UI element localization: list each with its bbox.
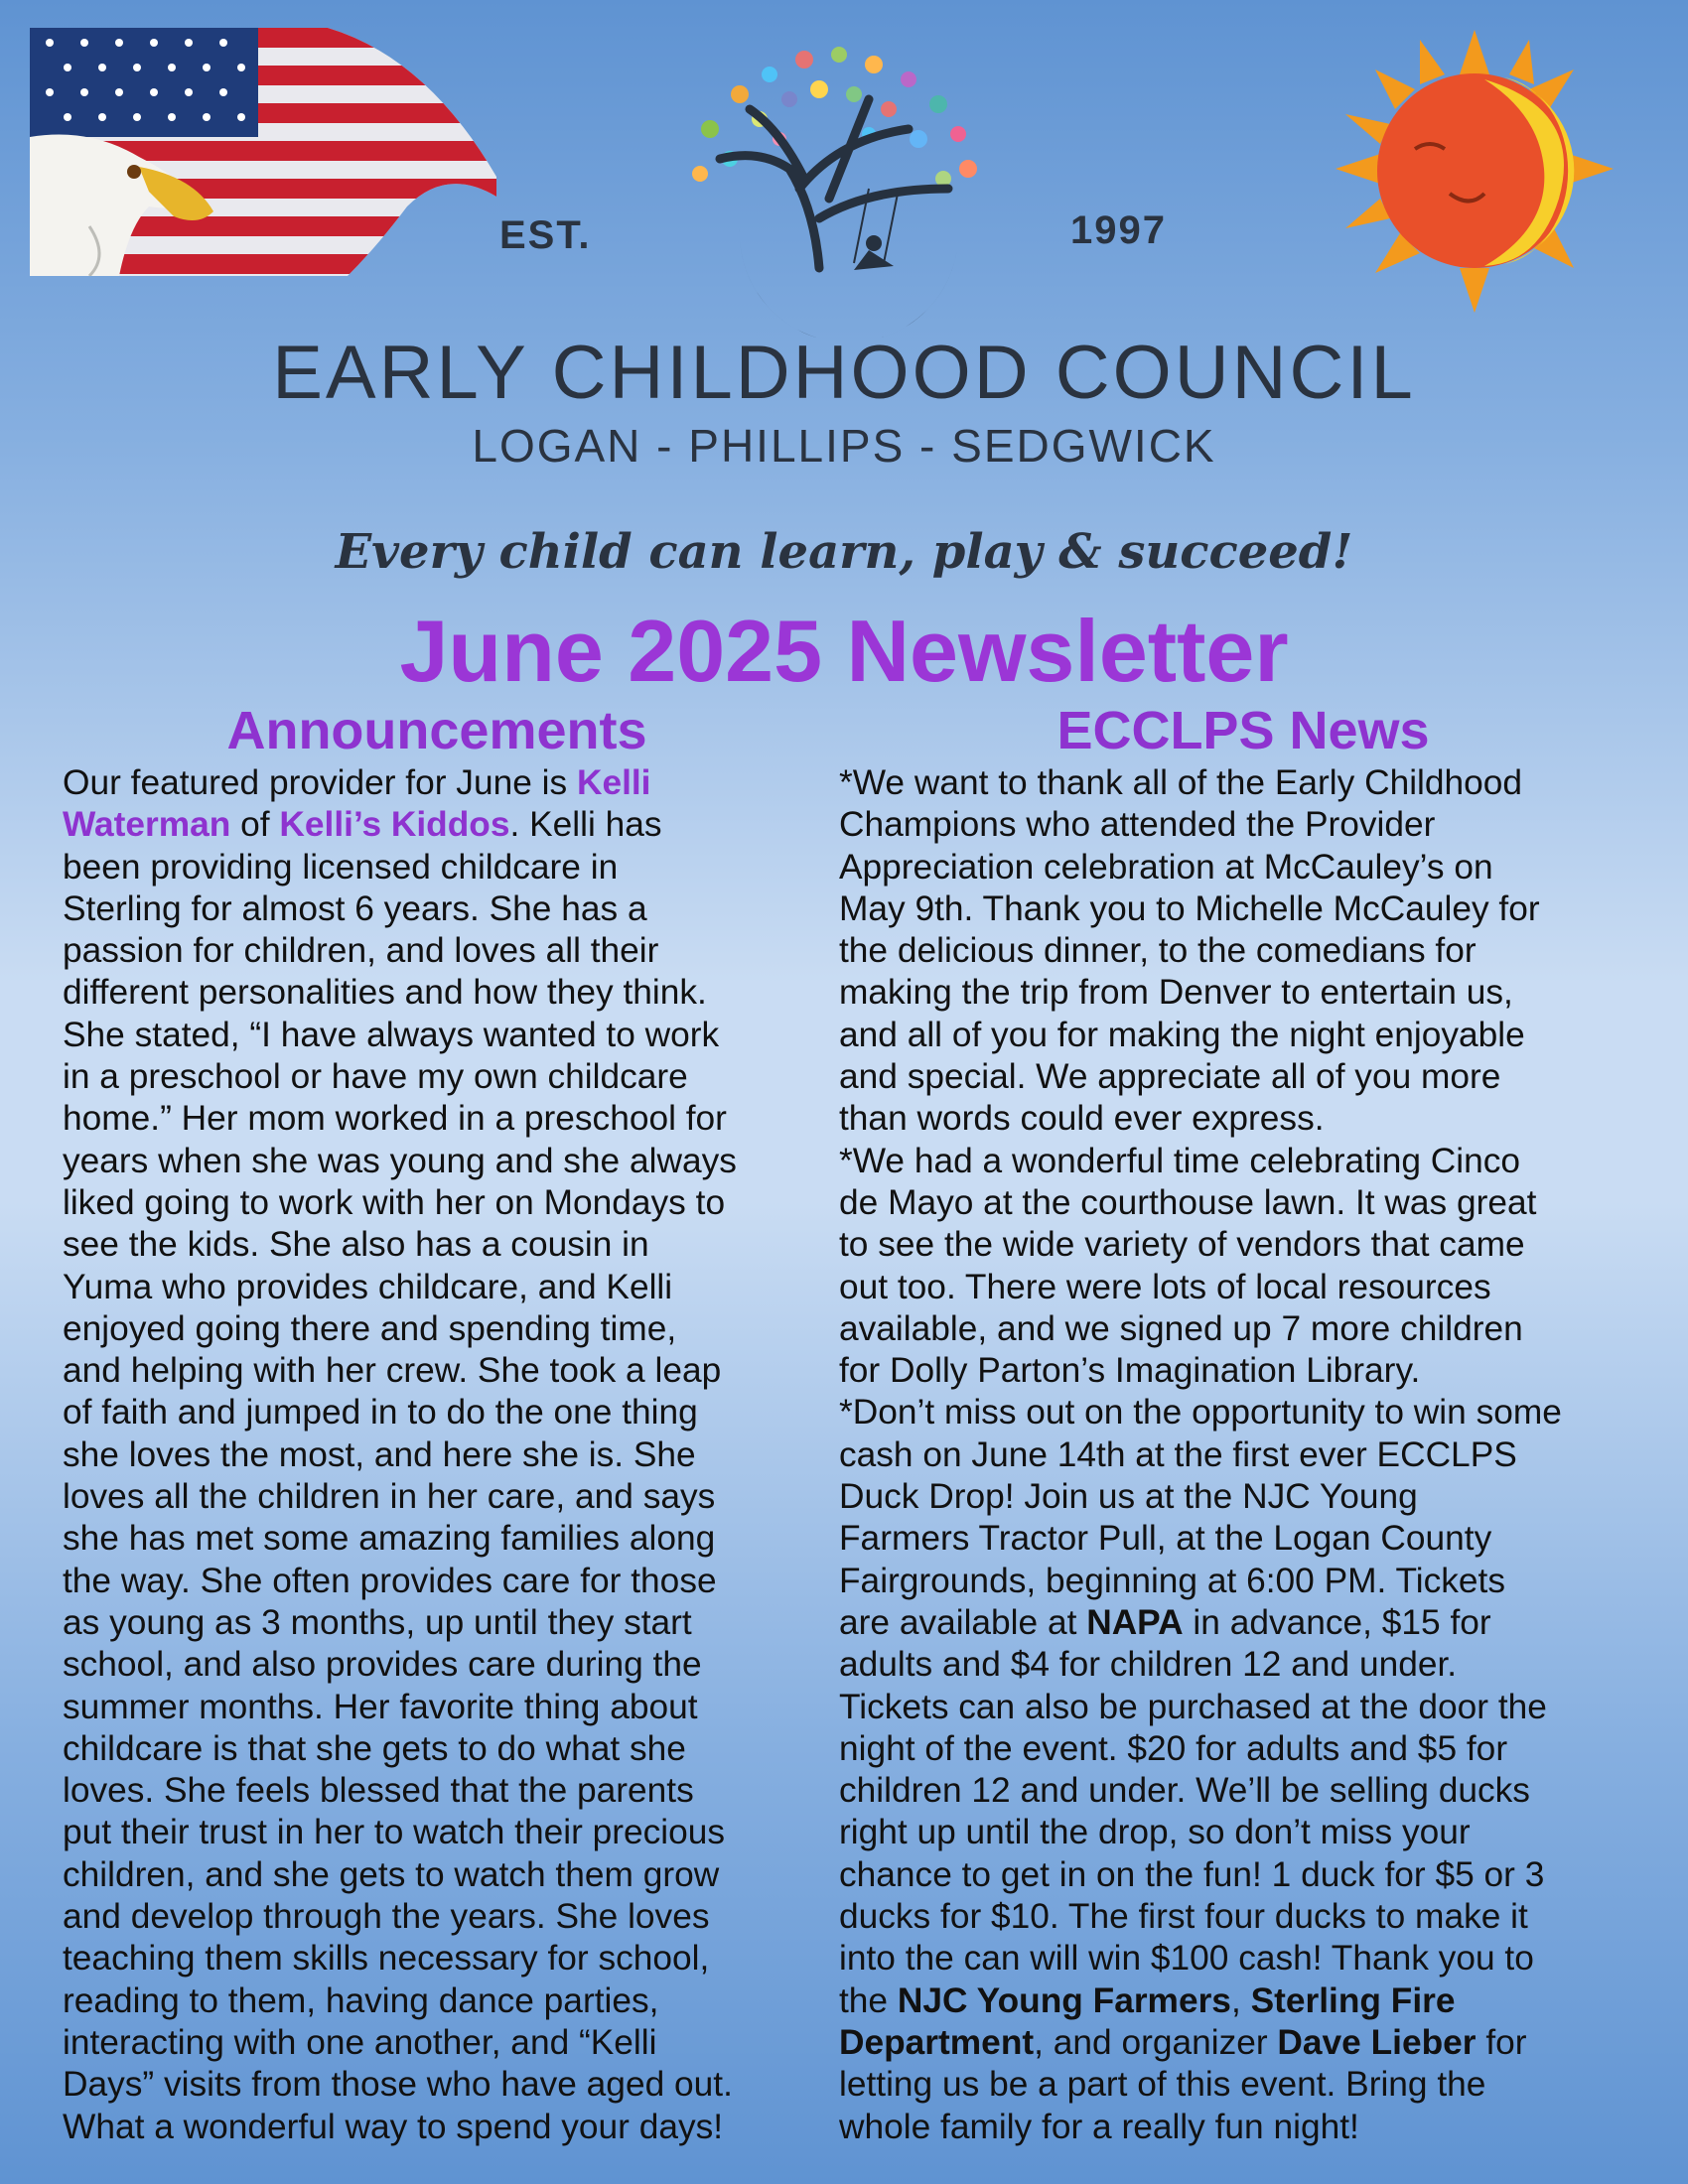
text-line: loves. She feels blessed that the parents [63,1771,694,1811]
text-line: enjoyed going there and spending time, [63,1308,677,1348]
org-subtitle: LOGAN - PHILLIPS - SEDGWICK [472,420,1216,472]
text-line: Yuma who provides childcare, and Kelli [63,1267,673,1306]
text-line: in a preschool or have my own childcare [63,1057,688,1097]
text-line: been providing licensed childcare in [63,847,619,887]
text-line: *We had a wonderful time celebrating Cinco [839,1141,1521,1180]
text-line: Appreciation celebration at McCauley’s on [839,847,1493,887]
text-line: she has met some amazing families along [63,1519,716,1559]
text-line: children, and she gets to watch them grow [63,1854,720,1894]
text-line: passion for children, and loves all their [63,931,659,971]
text-line: making the trip from Denver to entertain us, [839,973,1513,1013]
text-line: Waterman of Kelli’s Kiddos. Kelli has [63,805,662,845]
text-line: interacting with one another, and “Kelli [63,2022,657,2062]
text-line: reading to them, having dance parties, [63,1980,659,2020]
text-line: out too. There were lots of local resources [839,1267,1491,1306]
announcements-body [63,762,827,2148]
org-name: EARLY CHILDHOOD COUNCIL [272,331,1416,415]
organizer-name: Dave Lieber [1277,2022,1477,2062]
text-line: Sterling for almost 6 years. She has a [63,888,647,928]
text-line: loves all the children in her care, and says [63,1477,716,1517]
text-line: see the kids. She also has a cousin in [63,1225,649,1265]
text-line: school, and also provides care during the [63,1645,702,1685]
sponsor-fire-dept: Sterling Fire [1250,1980,1456,2020]
text-line: to see the wide variety of vendors that came [839,1225,1525,1265]
text-line: years when she was young and she always [63,1141,737,1180]
business-name: Kelli’s Kiddos [279,805,510,845]
text-line: night of the event. $20 for adults and $5 for [839,1728,1508,1768]
text-line: and all of you for making the night enjoyable [839,1015,1525,1054]
text-line: the way. She often provides care for those [63,1561,717,1600]
text-line: put their trust in her to watch their precious [63,1813,726,1852]
american-flag-eagle-icon [30,28,496,276]
text-line: summer months. Her favorite thing about [63,1687,698,1726]
text-line: *We want to thank all of the Early Childhood [839,763,1523,802]
text-line: different personalities and how they think. [63,973,707,1013]
text-line: are available at NAPA in advance, $15 for [839,1602,1491,1642]
text-line: chance to get in on the fun! 1 duck for $5 or 3 [839,1854,1545,1894]
sponsor-njc: NJC Young Farmers [897,1980,1231,2020]
text-line: liked going to work with her on Mondays to [63,1182,726,1222]
tagline: Every child can learn, play & succeed! [335,524,1353,580]
text-line: de Mayo at the courthouse lawn. It was great [839,1182,1537,1222]
provider-name-link: Kelli [576,763,651,802]
text-line: and helping with her crew. She took a leap [63,1351,722,1391]
text-line: May 9th. Thank you to Michelle McCauley for [839,888,1540,928]
text-line: she loves the most, and here she is. She [63,1434,696,1474]
text-line: right up until the drop, so don’t miss your [839,1813,1471,1852]
text-line: whole family for a really fun night! [839,2107,1359,2146]
text-line: Champions who attended the Provider [839,805,1436,845]
text-line: Fairgrounds, beginning at 6:00 PM. Tickets [839,1561,1506,1600]
text-line: childcare is that she gets to do what she [63,1728,686,1768]
established-year: 1997 [1070,208,1167,252]
text-line: Duck Drop! Join us at the NJC Young [839,1477,1418,1517]
text-line: *Don’t miss out on the opportunity to win some [839,1393,1562,1433]
announcements-heading: Announcements [226,701,647,760]
text-line: cash on June 14th at the first ever ECCLPS [839,1434,1517,1474]
text-line: adults and $4 for children 12 and under. [839,1645,1458,1685]
text-line: Our featured provider for June is Kelli [63,763,651,802]
text-line: into the can will win $100 cash! Thank you to [839,1939,1534,1979]
text-line: than words could ever express. [839,1099,1325,1139]
text-line: teaching them skills necessary for school, [63,1939,710,1979]
text-line: Farmers Tractor Pull, at the Logan County [839,1519,1492,1559]
text-line: Department, and organizer Dave Lieber for [839,2022,1527,2062]
text-line: What a wonderful way to spend your days! [63,2107,724,2146]
text-line: and special. We appreciate all of you more [839,1057,1501,1097]
text-line: Tickets can also be purchased at the door the [839,1687,1547,1726]
text-line: Days” visits from those who have aged out. [63,2065,733,2105]
text-line: home.” Her mom worked in a preschool for [63,1099,727,1139]
text-line: available, and we signed up 7 more children [839,1308,1523,1348]
text-line: children 12 and under. We’ll be selling ducks [839,1771,1530,1811]
newsletter-title: June 2025 Newsletter [399,602,1289,700]
text-line: the NJC Young Farmers, Sterling Fire [839,1980,1456,2020]
text-line: letting us be a part of this event. Bring the [839,2065,1486,2105]
text-line: of faith and jumped in to do the one thing [63,1393,698,1433]
text-line: She stated, “I have always wanted to work [63,1015,720,1054]
text-line: as young as 3 months, up until they start [63,1602,692,1642]
ecclps-news-heading: ECCLPS News [1056,701,1430,760]
text-line: for Dolly Parton’s Imagination Library. [839,1351,1421,1391]
est-label: EST. [499,213,592,257]
text-line: ducks for $10. The first four ducks to make it [839,1897,1528,1937]
text-line: the delicious dinner, to the comedians for [839,931,1477,971]
ecclps-news-body [839,762,1663,2148]
sun-moon-icon [1336,30,1614,313]
napa-sponsor: NAPA [1086,1602,1184,1642]
text-line: and develop through the years. She loves [63,1897,710,1937]
tree-swing-logo-icon [670,40,998,338]
